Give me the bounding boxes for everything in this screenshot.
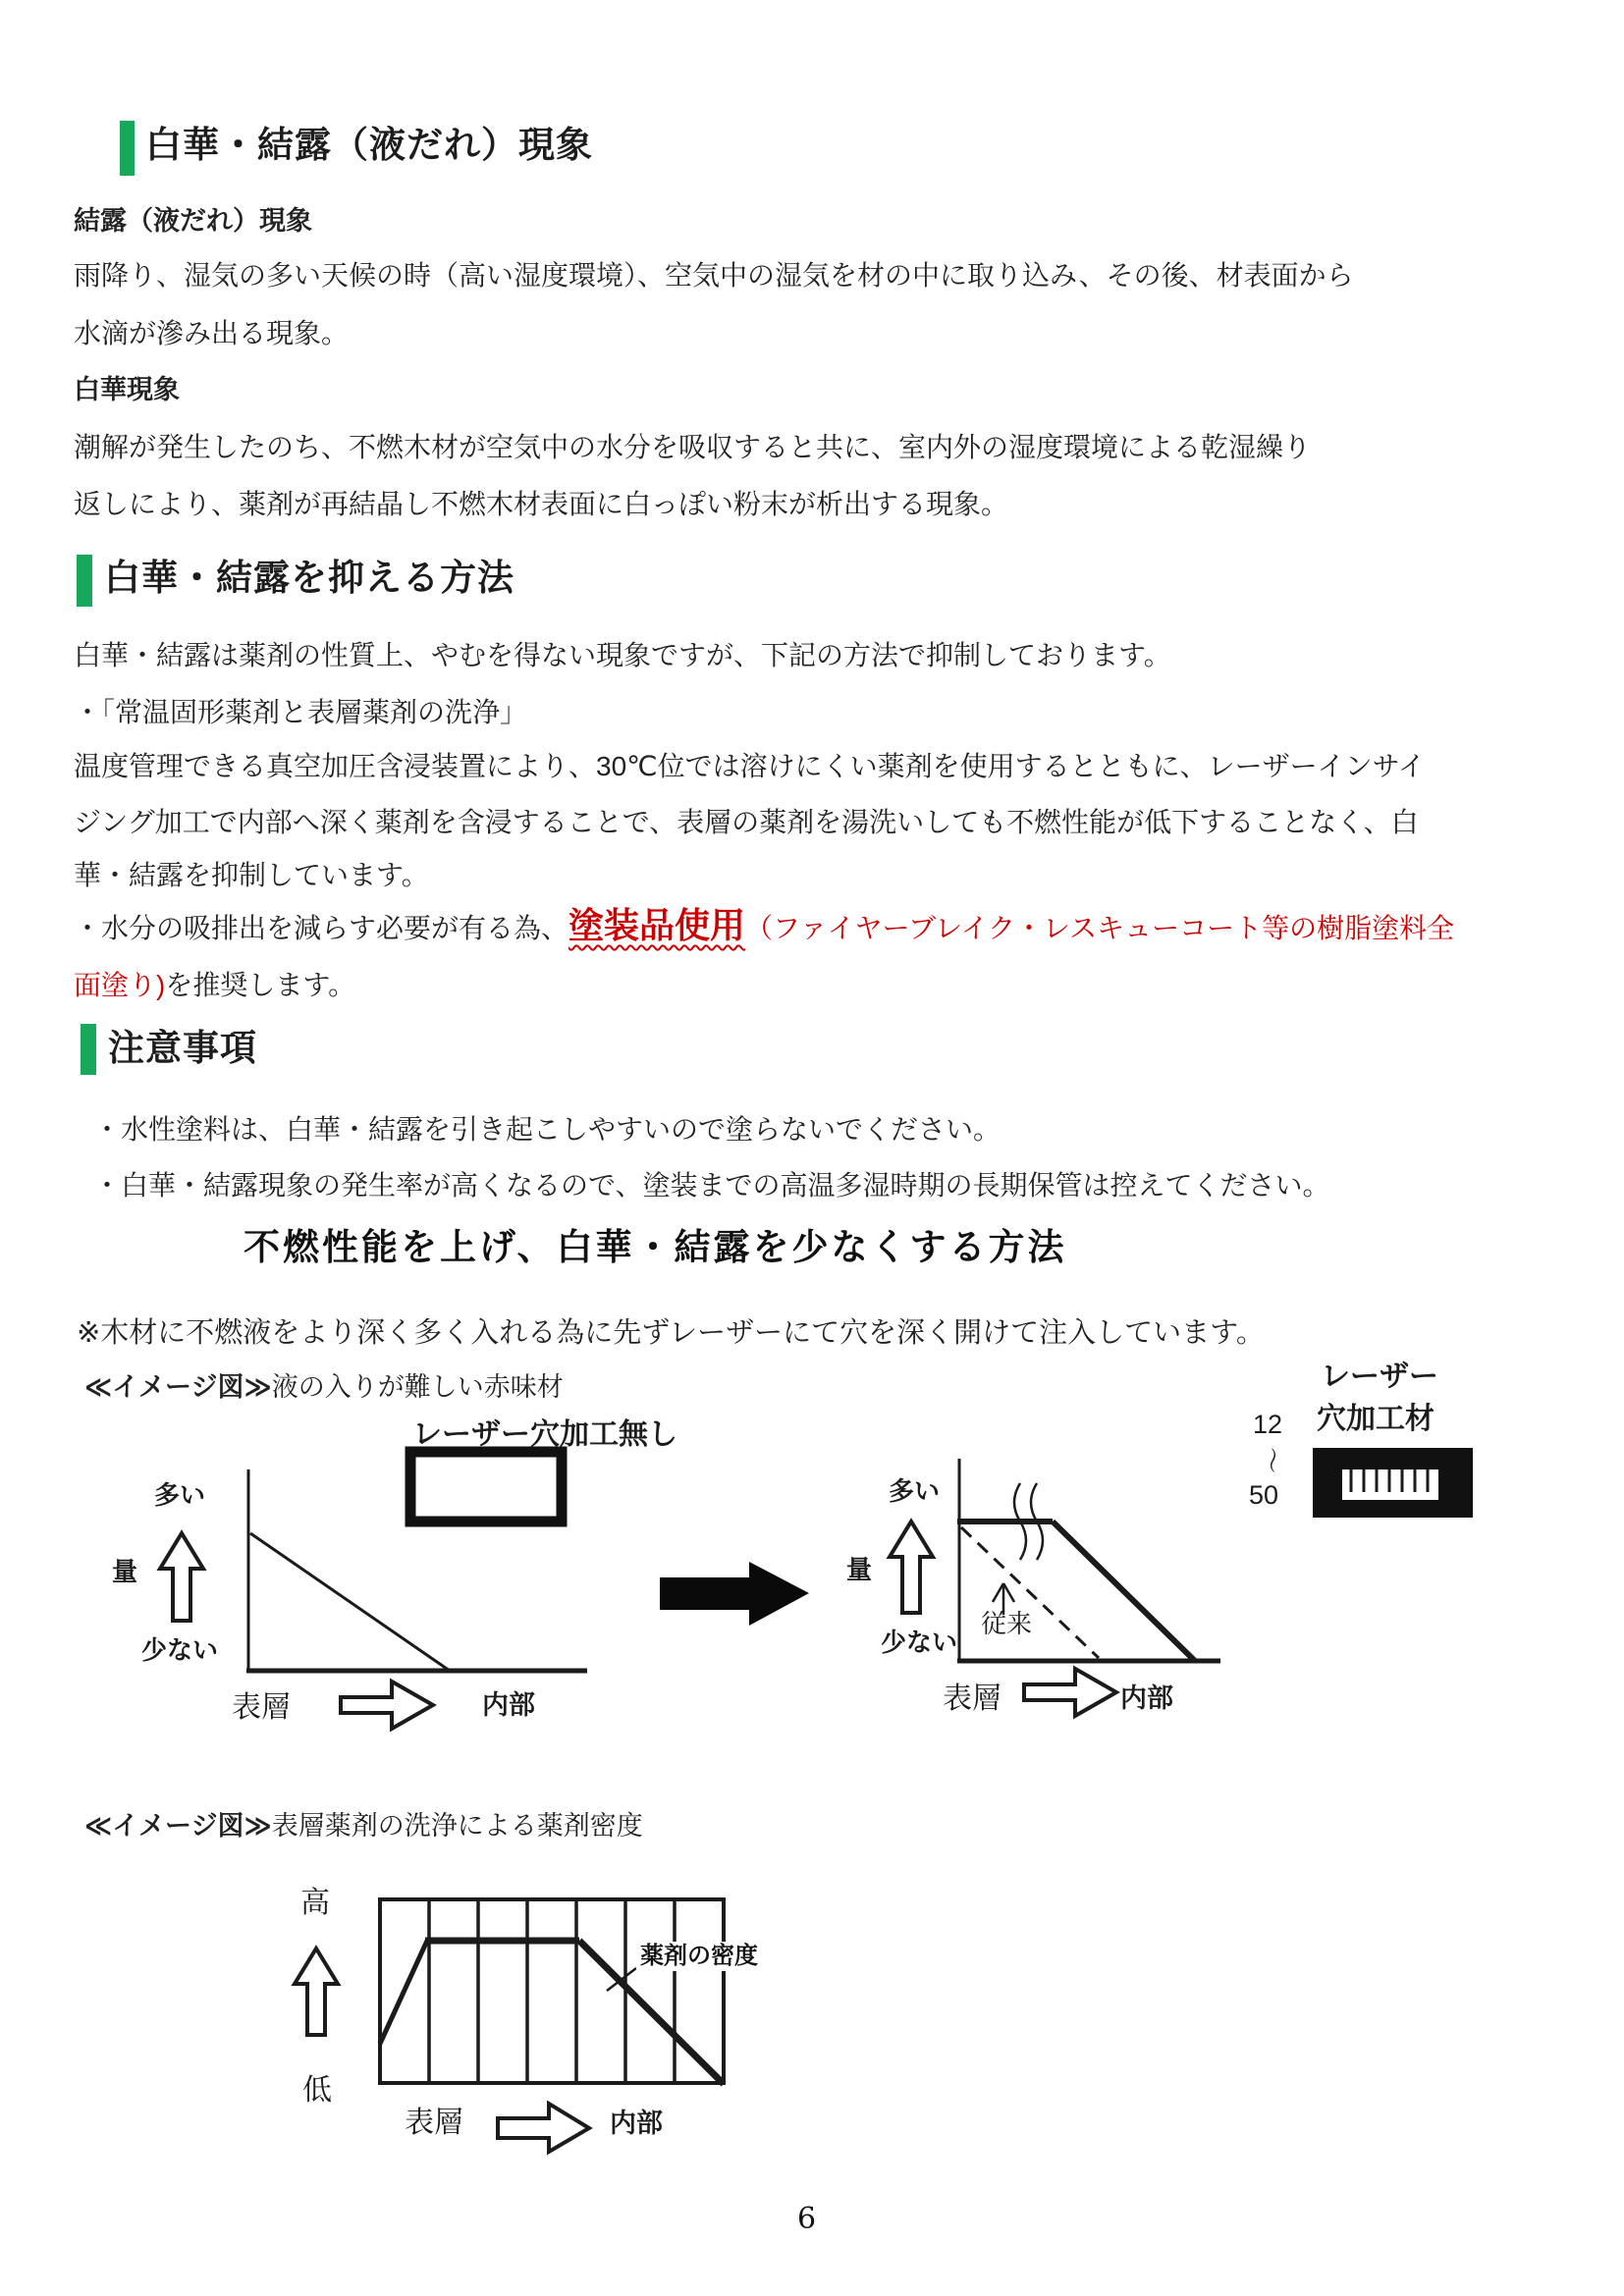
body-text: ・水分の吸排出を減らす必要が有る為、 (74, 913, 569, 943)
hole-depth-tilde: ～ (1257, 1447, 1287, 1474)
body-line: 華・結露を抑制しています。 (74, 860, 429, 890)
laser-label-line1: レーザー (1321, 1361, 1438, 1393)
red-note-text: （ファイヤーブレイク・レスキューコート等の樹脂塗料全 (745, 913, 1455, 943)
density-label: 薬剤の密度 (636, 1942, 762, 1971)
body-line: 潮解が発生したのち、不燃木材が空気中の水分を吸収すると共に、室内外の湿度環境による乾湿繰り (74, 432, 1312, 462)
x-left-label: 表層 (943, 1682, 1001, 1715)
y-high-label: 多い (154, 1480, 206, 1510)
no-laser-material-icon (410, 1452, 562, 1522)
figure2-diagram (0, 1806, 1624, 2160)
hole-depth-from: 12 (1253, 1410, 1283, 1439)
laser-hole-material-icon (1313, 1448, 1473, 1518)
bullet-line: ・水性塗料は、白華・結露を引き起こしやすいので塗らないでください。 (93, 1114, 1001, 1145)
figure-caption-tag: ≪イメージ図≫ (84, 1372, 272, 1402)
red-note-text: 面塗り) (74, 970, 166, 1000)
section-accent-bar (120, 121, 135, 176)
y-high-label: 高 (300, 1887, 330, 1919)
body-text: を推奨します。 (165, 970, 356, 1000)
subheading-condensation: 結露（液だれ）現象 (74, 206, 312, 236)
page-number: 6 (797, 2202, 817, 2236)
section-title-precautions: 注意事項 (108, 1028, 257, 1068)
body-line: 雨降り、湿気の多い天候の時（高い湿度環境）、空気中の湿気を材の中に取り込み、その後、材表面から (74, 260, 1354, 291)
body-line: 返しにより、薬剤が再結晶し不燃木材表面に白っぽい粉末が析出する現象。 (74, 489, 1009, 519)
body-line: ・「常温固形薬剤と表層薬剤の洗浄」 (74, 697, 528, 727)
up-arrow-icon (890, 1522, 933, 1613)
y-low-label: 少ない (881, 1628, 958, 1657)
body-line: ジング加工で内部へ深く薬剤を含浸することで、表層の薬剤を湯洗いしても不燃性能が低下することなく、白 (74, 807, 1419, 837)
y-axis-label: 量 (846, 1555, 873, 1584)
body-line: 温度管理できる真空加圧含浸装置により、30℃位では溶けにくい薬剤を使用するとともに、レーザーインサイ (74, 751, 1426, 781)
body-line: 水滴が滲み出る現象。 (74, 318, 350, 348)
hole-depth-to: 50 (1249, 1480, 1279, 1510)
section-title-efflorescence-condensation: 白華・結露（液だれ）現象 (145, 125, 593, 165)
right-arrow-icon (1024, 1669, 1116, 1716)
subheading-efflorescence: 白華現象 (74, 375, 180, 404)
x-right-label: 内部 (482, 1690, 535, 1720)
x-right-label: 内部 (610, 2109, 663, 2138)
y-low-label: 低 (302, 2074, 332, 2107)
y-axis-label: 量 (112, 1557, 138, 1586)
x-right-label: 内部 (1120, 1683, 1173, 1713)
figure-caption-tag: ≪イメージ図≫ (84, 1811, 272, 1841)
conventional-label: 従来 (981, 1609, 1033, 1638)
section-accent-bar (77, 555, 92, 607)
body-line-painted-product (74, 905, 1454, 945)
no-laser-label: レーザー穴加工無し (412, 1418, 677, 1451)
figure-caption-text: 液の入りが難しい赤味材 (271, 1372, 564, 1402)
x-left-label: 表層 (232, 1691, 291, 1724)
up-arrow-icon (295, 1949, 338, 2035)
body-line: 白華・結露は薬剤の性質上、やむを得ない現象ですが、下記の方法で抑制しております。 (74, 640, 1171, 670)
y-low-label: 少ない (141, 1635, 219, 1665)
bullet-line: ・白華・結露現象の発生率が高くなるので、塗装までの高温多湿時期の長期保管は控えてください。 (93, 1170, 1330, 1201)
laser-label-line2: 穴加工材 (1317, 1403, 1435, 1435)
x-left-label: 表層 (405, 2107, 463, 2139)
right-arrow-icon (498, 2104, 589, 2152)
method-title: 不燃性能を上げ、白華・結露を少なくする方法 (244, 1227, 1067, 1267)
grid-lines (429, 1899, 675, 2083)
method-note: ※木材に不燃液をより深く多く入れる為に先ずレーザーにて穴を深く開けて注入しています。 (77, 1317, 1265, 1349)
y-high-label: 多い (889, 1476, 941, 1506)
figure-caption-text: 表層薬剤の洗浄による薬剤密度 (271, 1811, 643, 1841)
body-line-painted-product-2 (74, 970, 355, 1001)
section-accent-bar (81, 1024, 96, 1075)
up-arrow-icon (160, 1533, 203, 1621)
transform-arrow-icon (660, 1562, 809, 1626)
section-title-suppression-method: 白華・結露を抑える方法 (104, 558, 514, 598)
right-arrow-icon (341, 1682, 433, 1729)
painted-product-emphasis: 塗装品使用 (568, 905, 746, 945)
